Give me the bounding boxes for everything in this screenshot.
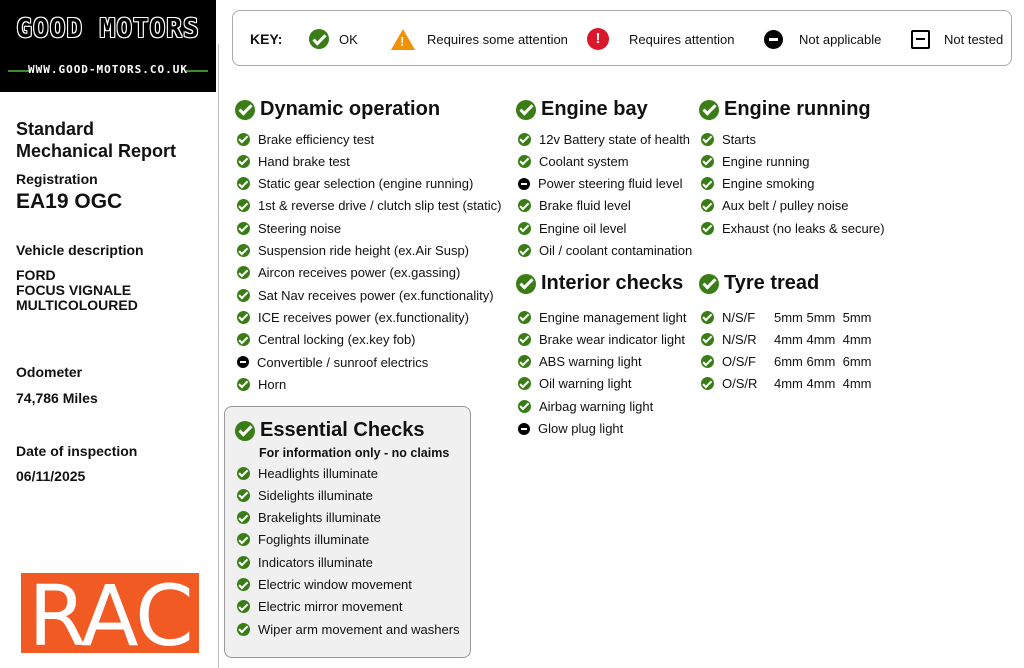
ok-check-icon (518, 199, 531, 212)
not-applicable-icon (518, 423, 530, 435)
engine-running-item (701, 175, 815, 193)
engine-running-item (701, 130, 756, 148)
dynamic-operation-item (237, 152, 350, 170)
essential-checks-item (237, 486, 373, 504)
interior-checks-item-label: Brake wear indicator light (539, 331, 685, 347)
key-item-attention (587, 11, 735, 67)
status-key (232, 10, 1012, 66)
tyre-position: N/S/R (722, 331, 757, 347)
dynamic-operation-item (237, 286, 494, 304)
essential-checks-item (237, 531, 369, 549)
interior-checks-item-label: Oil warning light (539, 376, 632, 392)
essential-checks-item (237, 576, 412, 594)
ok-check-icon (237, 556, 250, 569)
essential-checks-item (237, 509, 381, 527)
warning-triangle-icon (391, 29, 415, 50)
dynamic-operation-item (237, 353, 428, 371)
key-item-not-tested (911, 11, 1003, 67)
engine-bay-title (516, 98, 648, 121)
ok-check-icon (237, 289, 250, 302)
key-label: KEY: (250, 31, 283, 47)
interior-checks-title (516, 272, 683, 295)
dynamic-operation-item-label: Steering noise (258, 220, 342, 236)
engine-running-item-label: Engine smoking (722, 176, 815, 192)
essential-checks-item (237, 620, 460, 638)
ok-check-icon (518, 355, 531, 368)
dynamic-operation-item-label: Aircon receives power (ex.gassing) (258, 265, 461, 281)
key-item-label: Requires attention (629, 31, 735, 47)
engine-bay-item (518, 219, 626, 237)
essential-checks-item-label: Indicators illuminate (258, 554, 373, 570)
essential-checks-item-label: Sidelights illuminate (258, 487, 373, 503)
essential-checks-item (237, 464, 378, 482)
registration-label: Registration (16, 171, 98, 187)
interior-checks-item (518, 308, 686, 326)
ok-check-icon (237, 244, 250, 257)
rac-logo (21, 567, 199, 665)
interior-checks-item-label: Glow plug light (538, 421, 624, 436)
vehicle-description-label: Vehicle description (16, 242, 144, 258)
dynamic-operation-item (237, 219, 341, 237)
ok-check-icon (518, 133, 531, 146)
ok-check-icon (235, 421, 255, 441)
ok-check-icon (701, 199, 714, 212)
ok-check-icon (237, 266, 250, 279)
ok-check-icon (518, 311, 531, 324)
dynamic-operation-item (237, 242, 469, 260)
report-title-line1: Standard (16, 119, 95, 139)
ok-check-icon (237, 378, 250, 391)
engine-bay-item-label: Coolant system (539, 153, 629, 169)
interior-checks-item-label: Engine management light (539, 309, 687, 325)
ok-check-icon (518, 400, 531, 413)
ok-check-icon (699, 274, 719, 294)
not-applicable-icon (237, 356, 249, 368)
ok-check-icon (237, 623, 250, 636)
dynamic-operation-item-label: ICE receives power (ex.functionality) (258, 309, 469, 325)
odometer-value: 74,786 Miles (16, 390, 98, 406)
tyre-tread-item (701, 375, 872, 393)
dynamic-operation-item (237, 331, 416, 349)
dynamic-operation-item-label: Hand brake test (258, 153, 350, 169)
ok-check-icon (701, 133, 714, 146)
interior-checks-item (518, 420, 623, 438)
key-item-not-applicable (764, 11, 881, 67)
engine-running-item-label: Engine running (722, 153, 810, 169)
ok-check-icon (237, 311, 250, 324)
dynamic-operation-item (237, 130, 374, 148)
ok-check-icon (518, 244, 531, 257)
dynamic-operation-item-label: Suspension ride height (ex.Air Susp) (258, 243, 470, 258)
interior-checks-item (518, 375, 632, 393)
ok-check-icon (309, 29, 329, 49)
engine-bay-item (518, 152, 629, 170)
ok-check-icon (237, 155, 250, 168)
tyre-position: N/S/F (722, 309, 756, 325)
ok-check-icon (518, 222, 531, 235)
inspection-date-label: Date of inspection (16, 443, 138, 459)
key-item-label: Not tested (944, 31, 1004, 47)
tyre-tread-item (701, 353, 872, 371)
engine-bay-item-label: Brake fluid level (539, 198, 631, 214)
not-applicable-icon (518, 178, 530, 190)
engine-bay-item (518, 130, 690, 148)
brand-url: WWW.GOOD-MOTORS.CO.UK (27, 63, 189, 76)
engine-running-item-label: Starts (722, 131, 756, 147)
registration-value: EA19 OGC (16, 190, 123, 213)
engine-running-title-text: Engine running (724, 98, 871, 120)
dynamic-operation-title-text: Dynamic operation (260, 98, 441, 120)
tyre-tread-title-text: Tyre tread (724, 272, 820, 294)
key-item-label: OK (339, 31, 358, 47)
interior-checks-item-label: Airbag warning light (539, 398, 654, 414)
essential-checks-title (235, 419, 425, 442)
essential-checks-item-label: Brakelights illuminate (258, 510, 381, 526)
engine-bay-item-label: 12v Battery state of health (539, 131, 691, 147)
brand-logo (0, 0, 216, 92)
dynamic-operation-item (237, 175, 473, 193)
dynamic-operation-item (237, 264, 460, 282)
ok-check-icon (516, 100, 536, 120)
essential-checks-item-label: Electric mirror movement (258, 599, 403, 615)
dynamic-operation-item-label: Sat Nav receives power (ex.functionality) (258, 287, 494, 303)
essential-checks-item-label: Wiper arm movement and washers (258, 621, 460, 637)
ok-check-icon (701, 355, 714, 368)
essential-checks-item-label: Electric window movement (258, 577, 412, 592)
dynamic-operation-item-label: Central locking (ex.key fob) (258, 332, 416, 348)
key-item-label: Not applicable (799, 31, 882, 47)
key-item-label: Requires some attention (427, 31, 568, 47)
tyre-readings: 6mm 6mm 6mm (774, 354, 872, 370)
column-divider (218, 44, 219, 668)
engine-running-title (699, 98, 871, 121)
vehicle-make: FORD (16, 267, 56, 283)
tyre-tread-item (701, 330, 872, 348)
engine-running-item-label: Aux belt / pulley noise (722, 198, 849, 214)
ok-check-icon (701, 177, 714, 190)
ok-check-icon (701, 377, 714, 390)
essential-checks-subtitle: For information only - no claims (259, 446, 450, 460)
engine-bay-item-label: Oil / coolant contamination (539, 243, 693, 258)
dynamic-operation-item-label: Horn (258, 376, 287, 392)
essential-checks-item-label: Headlights illuminate (258, 465, 378, 481)
tyre-tread-title (699, 272, 819, 295)
tyre-position: O/S/F (722, 354, 756, 370)
report-title-line2: Mechanical Report (16, 141, 177, 161)
essential-checks-title-text: Essential Checks (260, 419, 425, 441)
dynamic-operation-item-label: Brake efficiency test (258, 131, 375, 147)
engine-bay-item-label: Power steering fluid level (538, 176, 683, 192)
ok-check-icon (699, 100, 719, 120)
tyre-position: O/S/R (722, 376, 758, 392)
ok-check-icon (237, 489, 250, 502)
not-applicable-icon (764, 30, 783, 49)
odometer-label: Odometer (16, 364, 83, 380)
dynamic-operation-title (235, 98, 440, 121)
key-item-ok (309, 11, 358, 67)
key-item-some-attention (391, 11, 568, 67)
ok-check-icon (237, 177, 250, 190)
tyre-tread-item (701, 308, 872, 326)
ok-check-icon (701, 155, 714, 168)
ok-check-icon (237, 533, 250, 546)
rac-logo-text: RAC (28, 567, 192, 665)
ok-check-icon (701, 222, 714, 235)
inspection-date-value: 06/11/2025 (16, 468, 86, 484)
engine-running-item (701, 197, 848, 215)
dynamic-operation-item (237, 375, 286, 393)
ok-check-icon (237, 333, 250, 346)
tyre-readings: 4mm 4mm 4mm (774, 331, 872, 347)
interior-checks-item (518, 330, 685, 348)
engine-running-item (701, 152, 809, 170)
ok-check-icon (516, 274, 536, 294)
interior-checks-item (518, 397, 653, 415)
ok-check-icon (518, 155, 531, 168)
ok-check-icon (235, 100, 255, 120)
dynamic-operation-item-label: Static gear selection (engine running) (258, 176, 474, 192)
brand-name: GOOD MOTORS (16, 14, 200, 44)
vehicle-model: FOCUS VIGNALE (16, 282, 132, 298)
tyre-readings: 5mm 5mm 5mm (774, 309, 872, 325)
ok-check-icon (237, 199, 250, 212)
engine-running-item-label: Exhaust (no leaks & secure) (722, 220, 885, 236)
engine-bay-item (518, 175, 683, 193)
alert-icon (587, 28, 609, 50)
not-tested-icon (911, 30, 930, 49)
dynamic-operation-item-label: Convertible / sunroof electrics (257, 354, 429, 370)
dynamic-operation-item-label: 1st & reverse drive / clutch slip test (static) (258, 198, 502, 214)
ok-check-icon (701, 333, 714, 346)
essential-checks-item (237, 553, 373, 571)
engine-bay-title-text: Engine bay (541, 98, 648, 120)
engine-bay-item (518, 242, 692, 260)
dynamic-operation-item (237, 308, 469, 326)
ok-check-icon (518, 377, 531, 390)
engine-bay-item-label: Engine oil level (539, 220, 627, 236)
interior-checks-item (518, 353, 642, 371)
ok-check-icon (237, 222, 250, 235)
ok-check-icon (237, 133, 250, 146)
ok-check-icon (237, 511, 250, 524)
ok-check-icon (237, 600, 250, 613)
dynamic-operation-item (237, 197, 501, 215)
essential-checks-item-label: Foglights illuminate (258, 532, 370, 548)
ok-check-icon (237, 578, 250, 591)
essential-checks-item (237, 598, 402, 616)
engine-running-item (701, 219, 885, 237)
ok-check-icon (237, 467, 250, 480)
interior-checks-item-label: ABS warning light (539, 354, 642, 370)
engine-bay-item (518, 197, 631, 215)
tyre-readings: 4mm 4mm 4mm (774, 376, 872, 392)
ok-check-icon (701, 311, 714, 324)
ok-check-icon (518, 333, 531, 346)
interior-checks-title-text: Interior checks (541, 272, 684, 294)
vehicle-colour: MULTICOLOURED (16, 297, 138, 313)
